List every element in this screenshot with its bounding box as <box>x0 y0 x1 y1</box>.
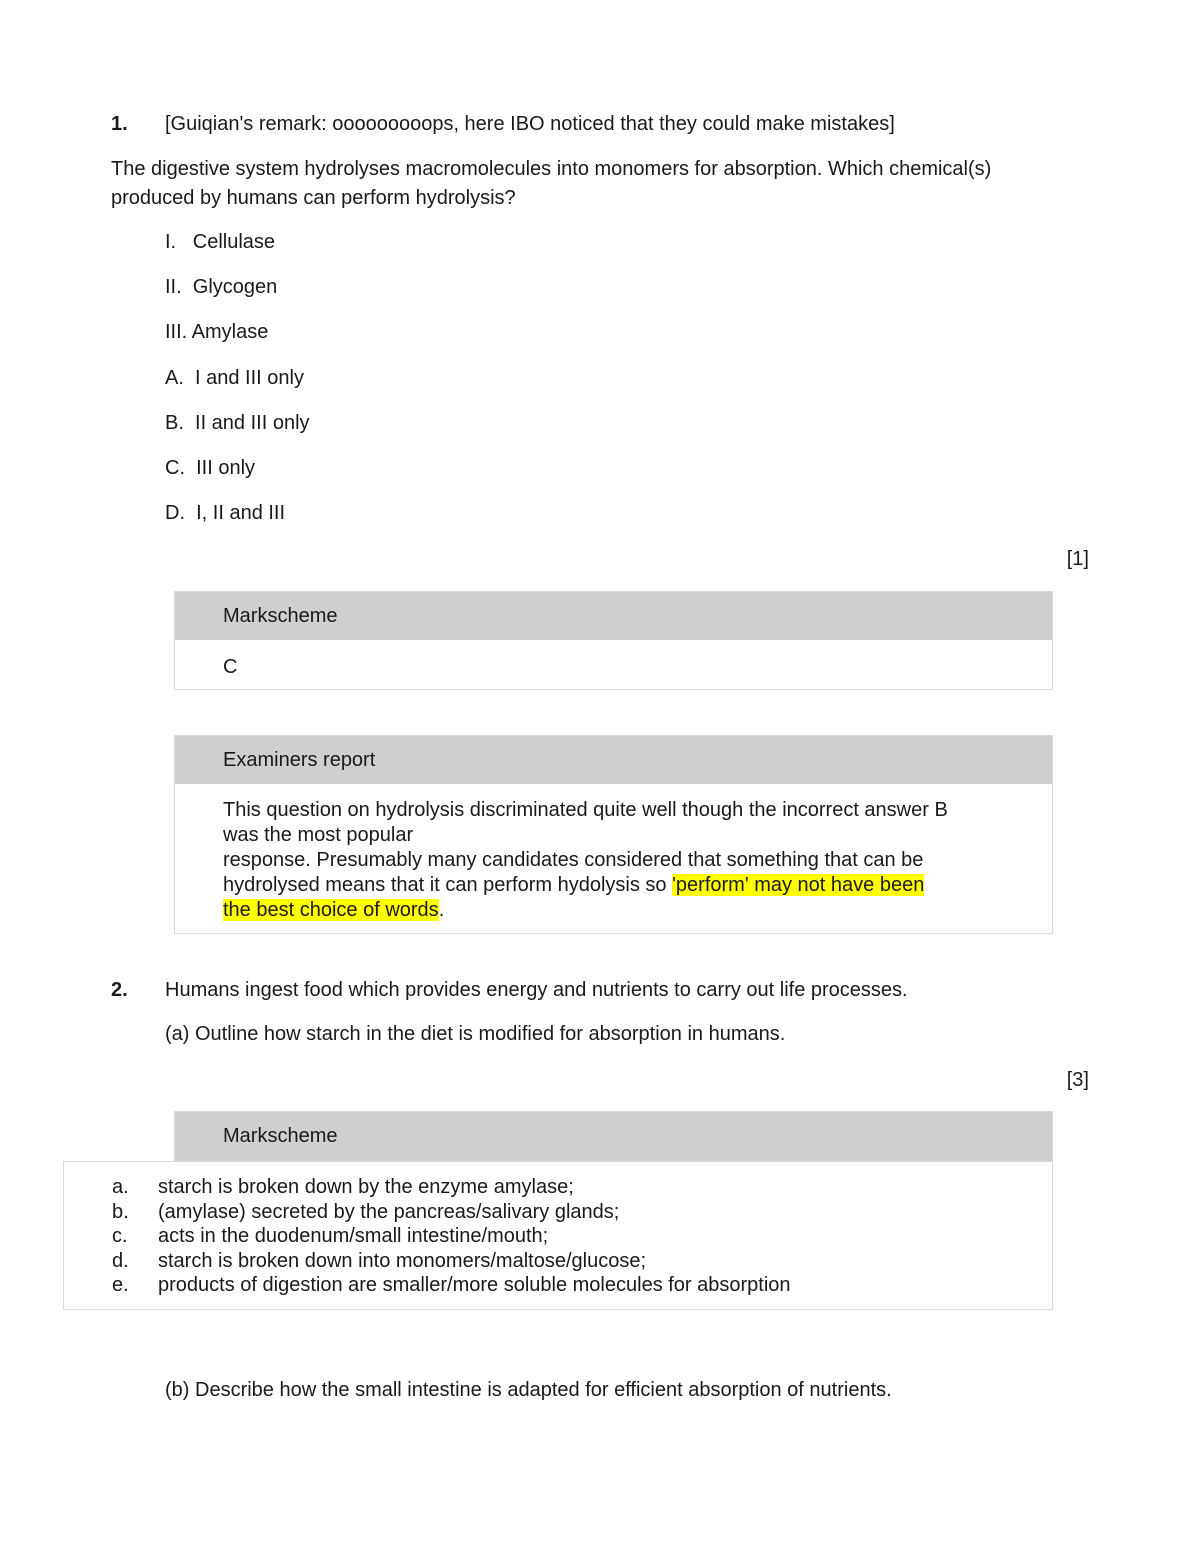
markscheme-header <box>175 592 1052 640</box>
question-2-part-a: (a) Outline how starch in the diet is modified for absorption in humans. <box>165 1023 786 1045</box>
markscheme-title: Markscheme <box>223 605 338 627</box>
option-b: B. II and III only <box>165 412 310 434</box>
highlighted-text: the best choice of words <box>223 899 439 921</box>
examiners-report-text <box>223 798 1023 923</box>
markscheme-header <box>175 1112 1052 1162</box>
question-1-stem-line1: The digestive system hydrolyses macromolecules into monomers for absorption. Which chemical(s) <box>111 158 992 180</box>
list-item-text: starch is broken down into monomers/maltose/glucose; <box>158 1249 647 1272</box>
list-item-letter: b. <box>112 1200 129 1223</box>
question-2-marks: [3] <box>1066 1069 1089 1091</box>
statement-ii: II. Glycogen <box>165 276 278 298</box>
report-line <box>223 898 1023 923</box>
list-item-letter: d. <box>112 1249 129 1272</box>
examiners-report-box <box>174 735 1053 934</box>
report-line <box>223 873 1023 898</box>
highlighted-text: 'perform' may not have been <box>672 874 925 896</box>
question-2-number: 2. <box>111 979 128 1001</box>
list-item-text: starch is broken down by the enzyme amylase; <box>158 1176 574 1198</box>
report-line: was the most popular <box>223 824 414 846</box>
markscheme-answer: C <box>223 656 238 678</box>
list-item-text: acts in the duodenum/small intestine/mouth; <box>158 1225 549 1247</box>
examiners-report-header <box>175 736 1052 784</box>
question-1-stem-line2: produced by humans can perform hydrolysis? <box>111 187 516 209</box>
report-line: This question on hydrolysis discriminated quite well though the incorrect answer B <box>223 799 948 821</box>
list-item-text: products of digestion are smaller/more soluble molecules for absorption <box>158 1274 791 1296</box>
statement-i: I. Cellulase <box>165 231 276 253</box>
option-a: A. I and III only <box>165 367 304 389</box>
list-item-letter: a. <box>112 1176 129 1198</box>
list-item-text: (amylase) secreted by the pancreas/salivary glands; <box>158 1200 620 1223</box>
report-line: response. Presumably many candidates considered that something that can be <box>223 849 924 871</box>
markscheme-box-q1 <box>174 591 1053 690</box>
markscheme-title: Markscheme <box>223 1125 338 1147</box>
report-text: hydrolysed means that it can perform hydolysis so <box>223 874 673 896</box>
question-1-number: 1. <box>111 113 128 135</box>
examiners-report-title: Examiners report <box>223 749 376 771</box>
option-d: D. I, II and III <box>165 502 286 524</box>
option-c: C. III only <box>165 457 256 479</box>
report-text: . <box>438 899 445 921</box>
question-1-remark: [Guiqian's remark: ooooooooops, here IBO noticed that they could make mistakes] <box>165 113 895 135</box>
statement-iii: III. Amylase <box>165 321 269 343</box>
list-item-letter: c. <box>112 1225 128 1247</box>
markscheme-box-q2-header <box>174 1111 1053 1161</box>
question-2-part-b: (b) Describe how the small intestine is adapted for efficient absorption of nutrients. <box>165 1379 892 1401</box>
question-2-stem: Humans ingest food which provides energy and nutrients to carry out life processes. <box>165 979 908 1001</box>
list-item-letter: e. <box>112 1274 129 1296</box>
question-1-marks: [1] <box>1066 548 1089 570</box>
